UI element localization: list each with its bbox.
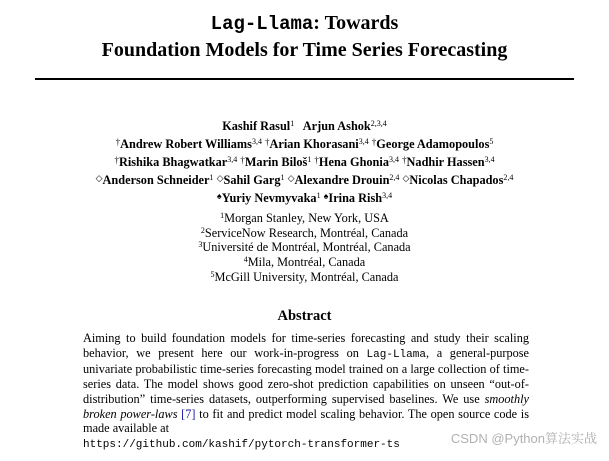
- affiliation-text: Mila, Montréal, Canada: [247, 255, 366, 270]
- abstract-heading: Abstract: [277, 308, 332, 324]
- affiliation-text: McGill University, Montréal, Canada: [214, 269, 399, 284]
- affiliation-item: [0, 270, 609, 285]
- author: Irina Rish: [328, 191, 383, 205]
- spade-mark: ♠: [323, 191, 329, 201]
- author-affil: 3,4: [484, 155, 495, 164]
- author-affil: 1: [209, 173, 214, 182]
- author: Sahil Garg: [223, 173, 281, 187]
- abstract-text: to fit and predict model scaling behavior. The open source code is made available at: [83, 406, 529, 436]
- author-affil: 3,4: [227, 155, 238, 164]
- author-affil: 3,4: [382, 191, 393, 200]
- equal-contrib-mark: †: [371, 137, 377, 147]
- author-line-3: [0, 153, 609, 171]
- abstract-model-name: Lag-Llama: [366, 348, 426, 361]
- author-affil: 3,4: [388, 155, 399, 164]
- author: Kashif Rasul: [222, 119, 291, 133]
- affiliation-item: [0, 211, 609, 226]
- author: George Adamopoulos: [376, 137, 490, 151]
- affiliation-text: Université de Montréal, Montréal, Canada: [202, 240, 411, 255]
- equal-contrib-mark: †: [402, 155, 407, 165]
- author-affil: 1: [290, 119, 295, 128]
- affiliation-number: 4: [243, 255, 248, 265]
- author-affil: 1: [307, 155, 312, 164]
- author-affil: 3,4: [358, 137, 369, 146]
- spade-mark: ♠: [216, 191, 222, 201]
- author: Alexandre Drouin: [294, 173, 390, 187]
- author: Arjun Ashok: [302, 119, 371, 133]
- affiliation-item: [0, 255, 609, 270]
- diamond-mark: ◇: [95, 173, 103, 183]
- author: Yuriy Nevmyvaka: [221, 191, 317, 205]
- author-line-1: [0, 117, 609, 135]
- equal-contrib-mark: †: [114, 155, 119, 165]
- citation-link[interactable]: [7]: [181, 406, 196, 421]
- equal-contrib-mark: †: [240, 155, 245, 165]
- diamond-mark: ◇: [216, 173, 224, 183]
- diamond-mark: ◇: [402, 173, 410, 183]
- diamond-mark: ◇: [287, 173, 295, 183]
- code-url-link[interactable]: https://github.com/kashif/pytorch-transformer-ts: [83, 438, 400, 451]
- affiliation-item: [0, 240, 609, 255]
- equal-contrib-mark: †: [265, 137, 270, 147]
- title-rule: [35, 78, 574, 80]
- affiliation-number: 3: [198, 240, 203, 250]
- abstract-emphasis: smoothly broken power-laws: [83, 391, 529, 421]
- author: Anderson Schneider: [102, 173, 210, 187]
- author-affil: 5: [489, 137, 494, 146]
- author-affil: 1: [316, 191, 321, 200]
- author: Rishika Bhagwatkar: [118, 155, 228, 169]
- author-affil: 2,4: [503, 173, 514, 182]
- csdn-watermark: CSDN @Python算法实战: [450, 431, 597, 446]
- affiliation-number: 1: [220, 211, 225, 220]
- affiliation-number: 5: [210, 269, 215, 279]
- author-line-4: [0, 171, 609, 189]
- equal-contrib-mark: †: [115, 137, 121, 147]
- author: Nadhir Hassen: [406, 155, 485, 169]
- affiliation-item: [0, 226, 609, 241]
- author-block: [0, 117, 609, 207]
- affiliation-number: 2: [200, 225, 205, 235]
- author: Marin Biloš: [244, 155, 308, 169]
- author-line-5: [0, 189, 609, 207]
- author-affil: 3,4: [251, 137, 262, 146]
- abstract-text: , a general-purpose univariate probabilistic time-series forecasting model trained on a large collection of time-series data. The model shows good zero-shot prediction capabilities on unseen “out-of-distribution” time-series datasets, outperforming supervised baselines. We use: [83, 345, 530, 406]
- affiliation-list: [0, 211, 609, 285]
- author-line-2: [0, 135, 609, 153]
- author-affil: 1: [280, 173, 285, 182]
- title-line1: : Towards: [313, 12, 399, 34]
- author: Andrew Robert Williams: [120, 137, 252, 151]
- author: Arian Khorasani: [269, 137, 359, 151]
- model-name: Lag-Llama: [210, 13, 314, 35]
- title-line2: Foundation Models for Time Series Forecasting: [101, 39, 508, 61]
- author-affil: 2,4: [389, 173, 400, 182]
- author-affil: 2,3,4: [370, 119, 387, 128]
- equal-contrib-mark: †: [314, 155, 319, 165]
- author: Hena Ghonia: [318, 155, 389, 169]
- author: Nicolas Chapados: [409, 173, 504, 187]
- affiliation-text: Morgan Stanley, New York, USA: [224, 211, 389, 225]
- affiliation-text: ServiceNow Research, Montréal, Canada: [204, 225, 409, 240]
- paper-title: [0, 10, 609, 63]
- abstract-text: Aiming to build foundation models for time-series forecasting and study their scaling behavior, we present here our work-in-progress on: [83, 331, 529, 360]
